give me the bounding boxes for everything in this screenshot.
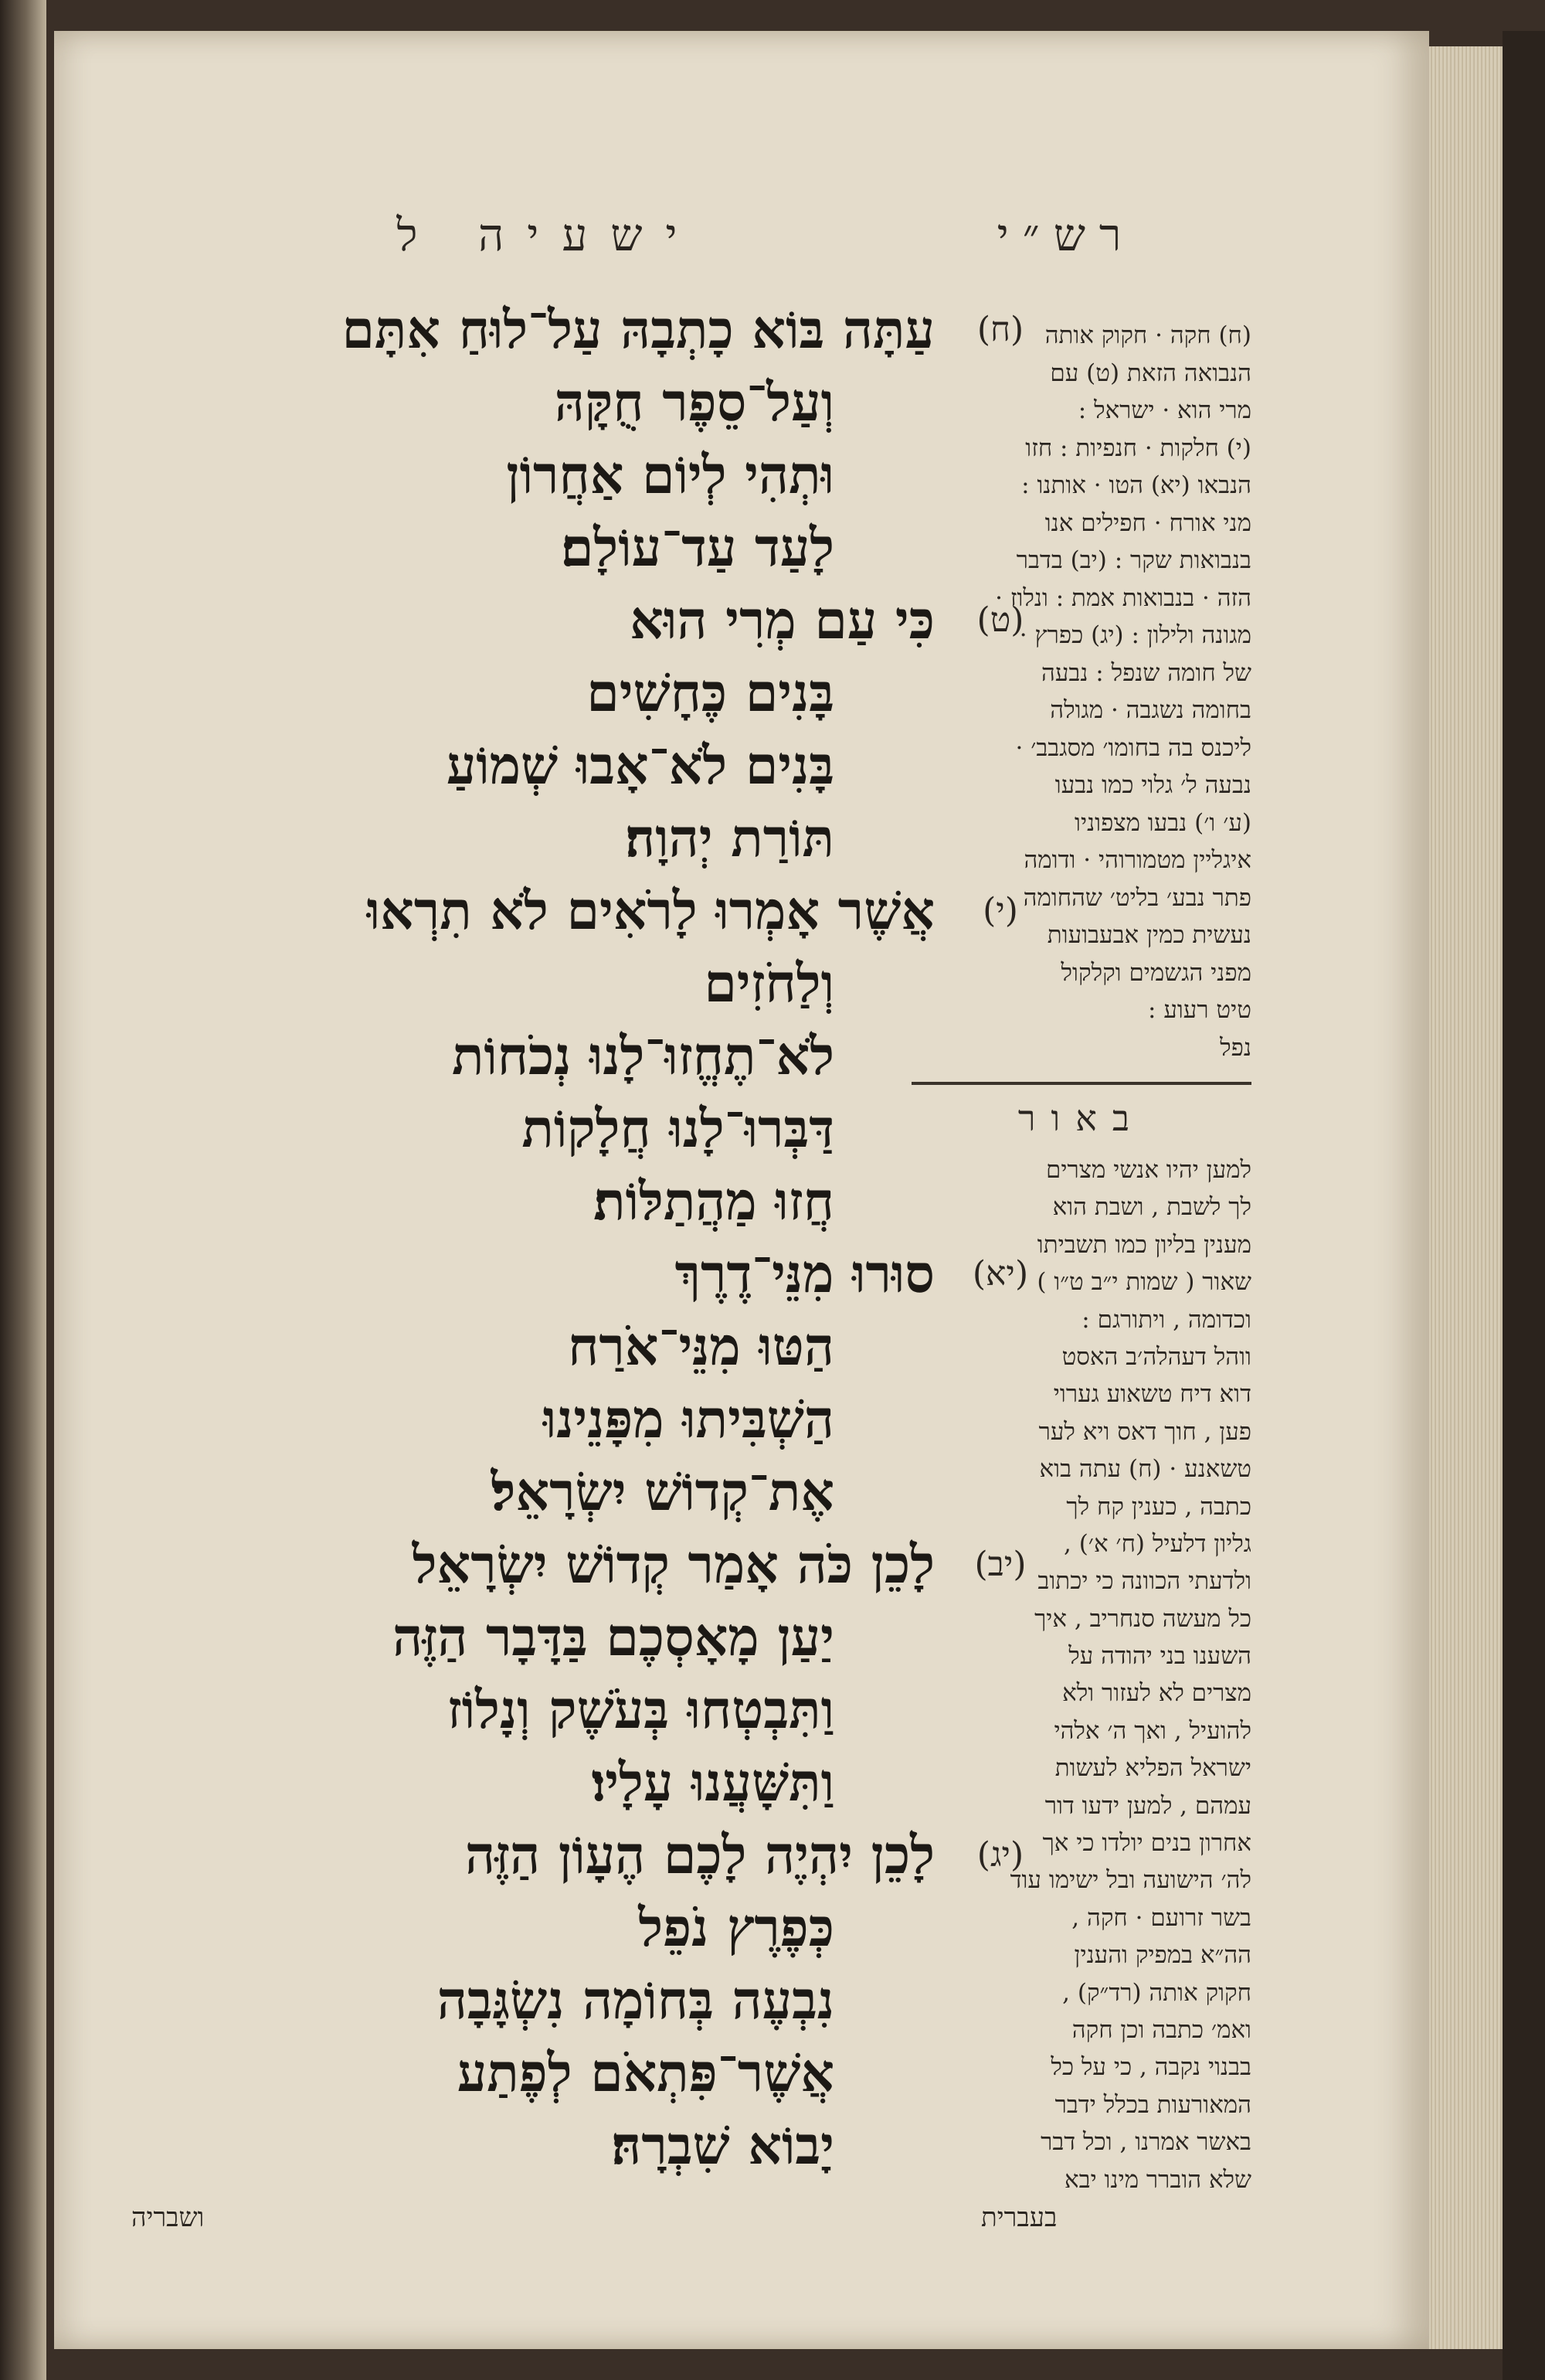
right-cover-edge [1503, 31, 1545, 2380]
verse-text: לָכֵן כֹּה אָמַר קְדוֹשׁ יִשְׂרָאֵל [412, 1534, 935, 1596]
rashi-line: טיט רעוע : [1148, 996, 1251, 1024]
beur-line: עמהם , למען ידעו דור [1044, 1791, 1251, 1820]
beur-line: לך לשבת , ושבת הוא [1052, 1193, 1251, 1222]
verse-line: נִבְעֶה בְּחוֹמָה נִשְׂגָּבָה [436, 1970, 834, 2032]
verse-line: הַטּוּ מִנֵּי־אֹרַח [568, 1316, 834, 1378]
verse-number: (ח) [976, 310, 1024, 349]
beur-line: שלא הוברר מינו יבא [1065, 2165, 1251, 2194]
verse-text: סוּרוּ מִנֵּי־דֶרֶךְ [674, 1243, 935, 1305]
verse-line: בָּנִים לֹא־אָבוּ שְׁמוֹעַ [446, 735, 834, 797]
book-page [54, 31, 1429, 2349]
main-verse-column [116, 294, 1029, 2182]
beur-line: מצרים לא לעזור ולא [1062, 1679, 1251, 1708]
beur-line: ולדעתי הכוונה כי יכתוב [1037, 1567, 1251, 1596]
catchword-beur: בעברית [981, 2202, 1058, 2233]
beur-line: ווהל דעהלה׳ב האסט [1061, 1342, 1251, 1371]
verse-line [116, 584, 1024, 657]
verse-line: וְלַחֹזִים [704, 953, 834, 1015]
rashi-line: ליכנס בה בחומו׳ מסגבב׳ · [1015, 733, 1251, 762]
verse-number: (י) [983, 891, 1018, 930]
verse-line: אֶת־קְדוֹשׁ יִשְׂרָאֵל׃ [491, 1461, 834, 1523]
rashi-line: בנבואות שקר : (יב) בדבר [1016, 546, 1251, 574]
beur-line: ואמ׳ כתבה וכן חקה [1071, 2015, 1251, 2044]
verse-line: חֲזוּ מַהֲתַלּוֹת׃ [593, 1171, 834, 1232]
page-header-book-title: ישעיה ל [396, 209, 701, 261]
rashi-line: של חומה שנפל : נבעה [1041, 658, 1251, 687]
beur-line: ישראל הפליא לעשות [1054, 1754, 1251, 1783]
beur-line: למען יהיו אנשי מצרים [1046, 1156, 1251, 1184]
verse-line: וַתִּבְטְחוּ בְּעֹשֶׁק וְנָלוֹז [447, 1679, 834, 1741]
rashi-line: בחומה נשגבה · מגולה [1050, 696, 1251, 724]
rashi-line: נעשית כמין אבעבועות [1047, 921, 1251, 949]
beur-line: מענין בליון כמו תשביתו [1037, 1230, 1251, 1259]
verse-number: (ט) [976, 600, 1024, 640]
rashi-line: איגליין מטמורוהי · ודומה [1024, 846, 1251, 874]
beur-line: באשר אמרנו , וכל דבר [1041, 2128, 1251, 2157]
beur-line: חקוק אותה (רד״ק) , [1062, 1978, 1251, 2007]
beur-line: דוא דיח טשאוע גערוי [1053, 1380, 1251, 1409]
verse-line: דַּבְּרוּ־לָנוּ חֲלָקוֹת [521, 1098, 834, 1160]
beur-line: גליון דלעיל (ח׳ א׳) , [1063, 1529, 1251, 1558]
rashi-line: הנבואה הזאת (ט) עם [1050, 359, 1251, 387]
verse-line: יָבוֹא שִׁבְרָהּ׃ [611, 2115, 834, 2177]
beur-line: המאורעות בכלל ידבר [1054, 2090, 1251, 2119]
verse-number: (יב) [974, 1545, 1027, 1584]
verse-line: וַתִּשָּׁעֲנוּ עָלָיו׃ [591, 1752, 834, 1814]
beur-commentary-column [912, 1151, 1251, 2198]
page-block-edges [1429, 46, 1507, 2349]
rashi-line: מני אורח · חפילים אנו [1044, 508, 1251, 537]
beur-line: הה״א במפיק והענין [1074, 1941, 1251, 1970]
verse-line: לָעַד עַד־עוֹלָם׃ [560, 517, 834, 579]
beur-line: וכדומה , ויתורגם : [1082, 1305, 1251, 1334]
rashi-line: נפל [1220, 1033, 1251, 1062]
beur-line: אחרון בנים יולדו כי אך [1042, 1829, 1251, 1858]
verse-line: תּוֹרַת יְהוָה׃ [625, 808, 834, 869]
beur-title: באור [1017, 1097, 1146, 1139]
verse-line [116, 1819, 1024, 1892]
verse-line: יַעַן מָאָסְכֶם בַּדָּבָר הַזֶּה [392, 1606, 834, 1668]
verse-line: בָּנִים כֶּחָשִׁים [586, 662, 834, 724]
rashi-line: מגונה ולילון : (יג) כפרץ · [1019, 621, 1251, 649]
verse-text: אֲשֶׁר אָמְרוּ לָרֹאִים לֹא תִרְאוּ [366, 880, 935, 942]
beur-line: השענו בני יהודה על [1068, 1642, 1251, 1671]
verse-line: כְּפֶרֶץ נֹפֵל [638, 1897, 834, 1959]
beur-line: לה׳ הישועה ובל ישימו עוד [1010, 1866, 1251, 1895]
beur-line: להועיל , ואך ה׳ אלהי [1054, 1716, 1251, 1745]
verse-number: (יא) [972, 1254, 1029, 1294]
verse-line: וּתְהִי לְיוֹם אַחֲרוֹן [506, 444, 834, 506]
verse-line: לֹא־תֶחֱזוּ־לָנוּ נְכֹחוֹת [451, 1025, 834, 1087]
beur-line: טשאנע · (ח) עתה בוא [1039, 1455, 1251, 1484]
rashi-line: פתר נבע׳ בליט׳ שהחומה [1023, 883, 1251, 912]
verse-line: אֲשֶׁר־פִּתְאֹם לְפֶתַע [457, 2042, 834, 2104]
beur-line: פען , חוך דאס ויא לער [1038, 1417, 1251, 1446]
beur-line: שאור ( שמות י״ב ט״ו ) [1037, 1268, 1251, 1297]
rashi-line: (י) חלקות · חנפיות : חזו [1025, 434, 1251, 462]
verse-number: (יג) [976, 1835, 1024, 1875]
rashi-line: (ח) חקה · חקוק אותה [1044, 321, 1251, 349]
rashi-line: מפני הגשמים וקלקול [1061, 958, 1251, 987]
rashi-line: (ע׳ ו׳) נבעו מצפוניו [1075, 808, 1251, 837]
verse-line [116, 1528, 1027, 1601]
column-divider [912, 1082, 1251, 1085]
verse-line [116, 875, 1018, 947]
beur-line: בשר זרועם · חקה , [1071, 1903, 1251, 1932]
rashi-line: מרי הוא · ישראל : [1078, 396, 1251, 424]
verse-text: לָכֵן יִהְיֶה לָכֶם הֶעָוֹן הַזֶּה [465, 1824, 935, 1886]
beur-line: בבנוי נקבה , כי על כל [1051, 2053, 1251, 2082]
verse-line: וְעַל־סֵפֶר חֻקָּהּ [554, 372, 834, 434]
verse-line: הַשְׁבִּיתוּ מִפָּנֵינוּ [542, 1389, 834, 1450]
beur-line: כתבה , כענין קח לך [1066, 1492, 1251, 1521]
left-cover-edge [0, 0, 46, 2380]
rashi-line: הזה · בנבואות אמת : ונלוז · [995, 583, 1251, 612]
catchword-main: ושבריה [131, 2202, 205, 2233]
verse-text: עַתָּה בּוֹא כָתְבָהּ עַל־לוּחַ אִתָּם [341, 299, 935, 361]
verse-text: כִּי עַם מְרִי הוּא [630, 590, 935, 651]
rashi-line: הנבאו (יא) הטו · אותנו : [1021, 471, 1251, 499]
verse-line [116, 1238, 1029, 1311]
beur-line: כל מעשה סנחריב , איך [1034, 1604, 1251, 1633]
rashi-line: נבעה ל׳ גלוי כמו נבעו [1054, 771, 1251, 799]
page-header-commentary-title: רש״י [997, 209, 1136, 261]
rashi-commentary-column [912, 317, 1251, 1066]
verse-line [116, 294, 1024, 366]
